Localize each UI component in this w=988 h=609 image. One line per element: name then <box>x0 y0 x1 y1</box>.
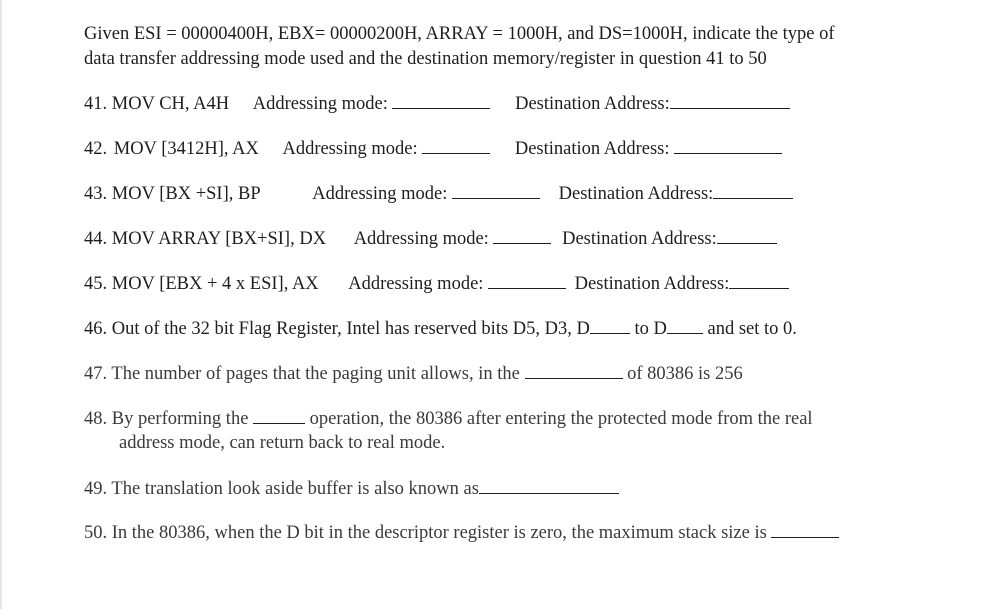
question-43 <box>84 182 793 205</box>
question-instruction: MOV ARRAY [BX+SI], DX <box>111 229 327 249</box>
addressing-mode-label: Addressing mode: <box>282 139 418 159</box>
destination-address-label: Destination Address: <box>558 184 714 204</box>
question-42 <box>84 137 782 160</box>
q48-blank[interactable] <box>253 407 305 424</box>
question-46 <box>84 317 797 340</box>
question-number: 45. <box>84 274 108 294</box>
q46-blank-2[interactable] <box>667 317 703 334</box>
addressing-mode-label: Addressing mode: <box>353 229 489 249</box>
destination-address-label: Destination Address: <box>514 139 670 159</box>
question-49 <box>84 477 619 500</box>
q46-text-end: and set to 0. <box>707 319 797 339</box>
addressing-mode-label: Addressing mode: <box>348 274 484 294</box>
destination-address-label: Destination Address: <box>574 274 730 294</box>
question-48-line-1 <box>84 407 813 430</box>
addressing-mode-blank[interactable] <box>452 182 540 199</box>
q50-blank[interactable] <box>771 521 839 538</box>
q49-blank[interactable] <box>479 477 619 494</box>
addressing-mode-blank[interactable] <box>392 92 490 109</box>
intro-line-1: Given ESI = 00000400H, EBX= 00000200H, ARRAY = 1000H, and DS=1000H, indicate the type of <box>84 24 835 44</box>
question-50 <box>84 521 839 544</box>
addressing-mode-blank[interactable] <box>493 227 551 244</box>
destination-address-label: Destination Address: <box>515 94 670 114</box>
question-45 <box>84 272 789 295</box>
addressing-mode-blank[interactable] <box>422 137 490 154</box>
question-number: 43. <box>84 184 108 204</box>
question-41 <box>84 92 790 115</box>
question-instruction: MOV [EBX + 4 x ESI], AX <box>111 274 319 294</box>
addressing-mode-label: Addressing mode: <box>312 184 448 204</box>
destination-address-blank[interactable] <box>713 182 793 199</box>
question-47 <box>84 362 743 385</box>
q46-blank-1[interactable] <box>590 317 630 334</box>
q48-text-start: 48. By performing the <box>84 409 249 429</box>
question-instruction: MOV CH, A4H <box>111 94 230 114</box>
q49-text: 49. The translation look aside buffer is also known as <box>84 479 479 499</box>
destination-address-blank[interactable] <box>717 227 777 244</box>
q48-text-end: operation, the 80386 after entering the protected mode from the real <box>309 409 813 429</box>
q47-text-start: 47. The number of pages that the paging unit allows, in the <box>84 364 520 384</box>
question-instruction: MOV [BX +SI], BP <box>111 184 261 204</box>
destination-address-label: Destination Address: <box>562 229 717 249</box>
question-44 <box>84 227 777 250</box>
question-number: 41. <box>84 94 108 114</box>
addressing-mode-label: Addressing mode: <box>252 94 388 114</box>
question-number: 42. <box>84 139 108 159</box>
question-number: 44. <box>84 229 108 249</box>
q50-text: 50. In the 80386, when the D bit in the descriptor register is zero, the maximum stack size is <box>84 523 767 543</box>
q47-blank[interactable] <box>525 362 623 379</box>
question-instruction: MOV [3412H], AX <box>113 139 259 159</box>
addressing-mode-blank[interactable] <box>488 272 566 289</box>
q46-text-start: 46. Out of the 32 bit Flag Register, Intel has reserved bits D5, D3, D <box>84 319 590 339</box>
destination-address-blank[interactable] <box>674 137 782 154</box>
destination-address-blank[interactable] <box>729 272 789 289</box>
q47-text-end: of 80386 is 256 <box>627 364 743 384</box>
question-48-line-2: address mode, can return back to real mode. <box>119 433 446 453</box>
q46-text-middle: to D <box>634 319 667 339</box>
page-left-edge <box>0 0 2 609</box>
destination-address-blank[interactable] <box>670 92 790 109</box>
intro-line-2: data transfer addressing mode used and the destination memory/register in question 41 to 50 <box>84 49 767 69</box>
